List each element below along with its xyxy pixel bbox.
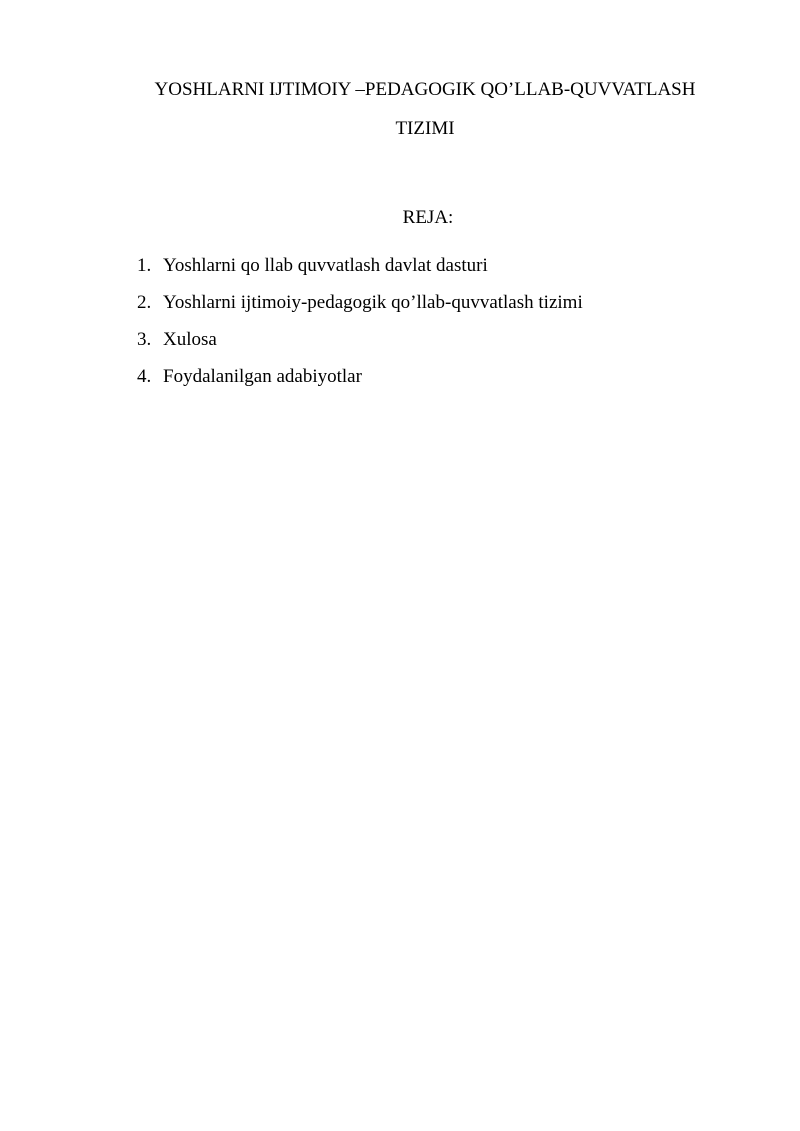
plan-item-text: Xulosa	[163, 329, 217, 350]
plan-item-1	[137, 254, 583, 291]
plan-item-text: Yoshlarni qo llab quvvatlash davlat dasturi	[163, 255, 488, 276]
plan-item-number: 2.	[137, 292, 152, 313]
plan-item-text: Foydalanilgan adabiyotlar	[163, 366, 362, 387]
document-title-line-2: TIZIMI	[395, 118, 455, 139]
plan-item-number: 3.	[137, 329, 152, 350]
plan-item-4	[137, 365, 583, 402]
plan-item-2	[137, 291, 583, 328]
plan-heading: REJA:	[402, 207, 454, 228]
plan-list	[137, 254, 583, 402]
plan-item-number: 4.	[137, 366, 152, 387]
plan-item-number: 1.	[137, 255, 152, 276]
plan-item-3	[137, 328, 583, 365]
plan-item-text: Yoshlarni ijtimoiy-pedagogik qo’llab-quvvatlash tizimi	[163, 292, 583, 313]
document-title-line-1: YOSHLARNI IJTIMOIY –PEDAGOGIK QO’LLAB-QUVVATLASH	[154, 79, 696, 100]
